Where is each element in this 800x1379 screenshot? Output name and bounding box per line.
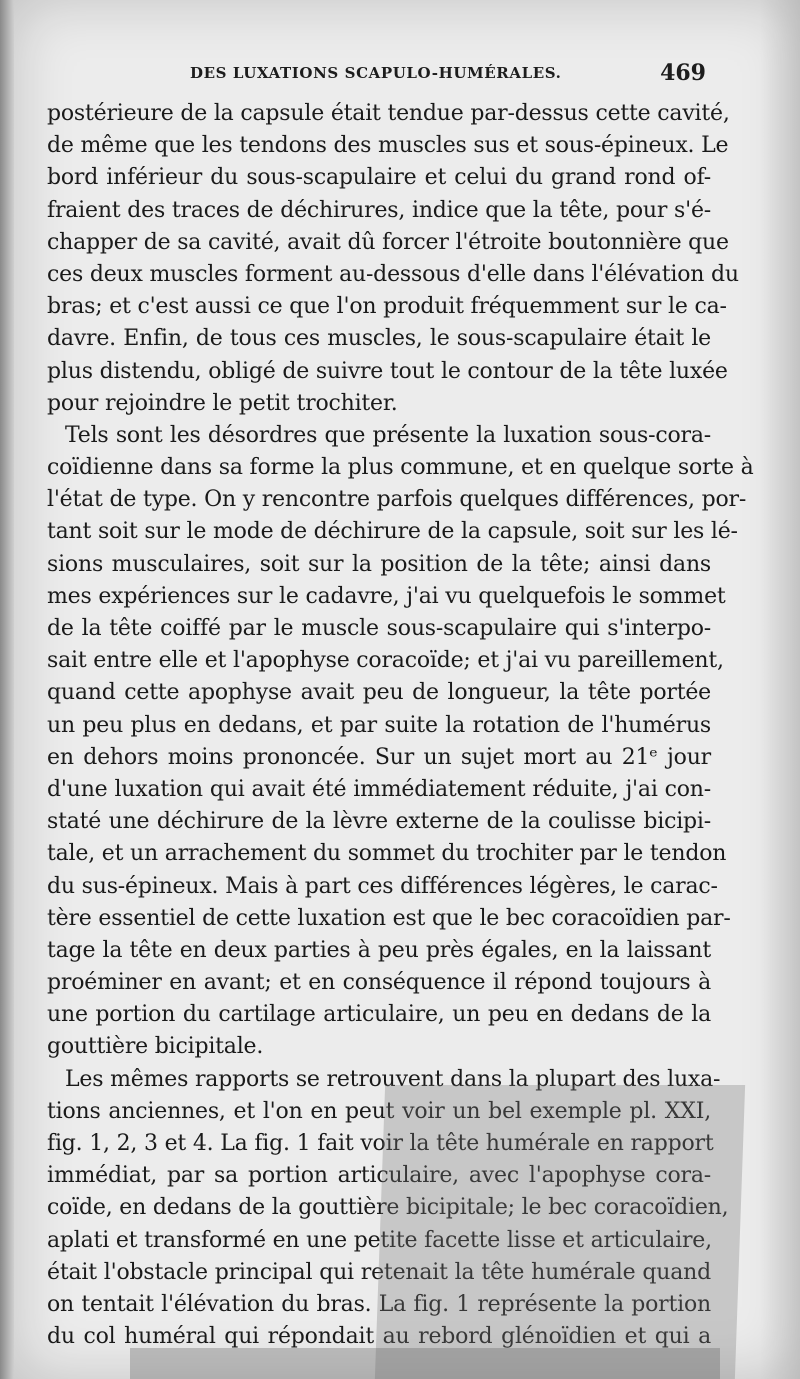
text-line: de même que les tendons des muscles sus et sous-épineux. Le: [47, 133, 729, 159]
text-line: ces deux muscles forment au-dessous d'elle dans l'élévation du: [47, 261, 739, 287]
page-number: 469: [660, 60, 706, 86]
text-line: chapper de sa cavité, avait dû forcer l'étroite boutonnière que: [47, 229, 729, 255]
text-line: tale, et un arrachement du sommet du trochiter par le tendon: [47, 841, 727, 867]
text-line: de la tête coiffé par le muscle sous-scapulaire qui s'interpo-: [47, 616, 711, 641]
text-line: bras; et c'est aussi ce que l'on produit fréquemment sur le ca-: [47, 294, 727, 320]
text-line: quand cette apophyse avait peu de longueur, la tête portée: [47, 680, 711, 706]
text-line: un peu plus en dedans, et par suite la rotation de l'humérus: [47, 712, 711, 738]
page-edge-shading: [760, 0, 800, 1379]
text-line: aplati et transformé en une petite facette lisse et articulaire,: [47, 1227, 712, 1253]
page-gutter-shadow: [0, 0, 14, 1379]
text-line: d'une luxation qui avait été immédiatement réduite, j'ai con-: [47, 776, 711, 802]
text-line: postérieure de la capsule était tendue par-dessus cette cavité,: [47, 101, 730, 126]
text-line: proéminer en avant; et en conséquence il répond toujours à: [47, 970, 711, 996]
text-line: une portion du cartilage articulaire, un peu en dedans de la: [47, 1002, 711, 1028]
text-line: Tels sont les désordres que présente la luxation sous-cora-: [65, 422, 711, 448]
text-line: Les mêmes rapports se retrouvent dans la plupart des luxa-: [65, 1066, 721, 1092]
text-line: sait entre elle et l'apophyse coracoïde; et j'ai vu pareillement,: [47, 648, 724, 674]
text-line: on tentait l'élévation du bras. La fig. 1 représente la portion: [47, 1291, 711, 1317]
text-line: staté une déchirure de la lèvre externe de la coulisse bicipi-: [47, 809, 711, 835]
text-line: sions musculaires, soit sur la position de la tête; ainsi dans: [47, 551, 711, 577]
text-line: coïdienne dans sa forme la plus commune, et en quelque sorte à: [47, 455, 754, 481]
text-line: du sus-épineux. Mais à part ces différences légères, le carac-: [47, 873, 718, 899]
text-line: fig. 1, 2, 3 et 4. La fig. 1 fait voir la tête humérale en rapport: [47, 1131, 714, 1156]
running-title: DES LUXATIONS SCAPULO-HUMÉRALES.: [190, 64, 562, 82]
text-line: gouttière bicipitale.: [47, 1034, 264, 1060]
text-line: mes expériences sur le cadavre, j'ai vu quelquefois le sommet: [47, 583, 726, 609]
text-line: tant soit sur le mode de déchirure de la capsule, soit sur les lé-: [47, 519, 738, 545]
paper-stain-bottom: [130, 1348, 720, 1379]
paper-stain: [375, 1085, 745, 1379]
text-line: tère essentiel de cette luxation est que le bec coracoïdien par-: [47, 905, 731, 931]
text-line: fraient des traces de déchirures, indice que la tête, pour s'é-: [47, 197, 711, 223]
text-line: en dehors moins prononcée. Sur un sujet mort au 21ᵉ jour: [47, 744, 711, 770]
text-line: plus distendu, obligé de suivre tout le contour de la tête luxée: [47, 358, 728, 384]
text-line: bord inférieur du sous-scapulaire et celui du grand rond of-: [47, 165, 711, 191]
text-line: coïde, en dedans de la gouttière bicipitale; le bec coracoïdien,: [47, 1195, 729, 1221]
text-line: tions anciennes, et l'on en peut voir un bel exemple pl. XXI,: [47, 1098, 711, 1124]
page-header: [190, 60, 710, 90]
text-line: l'état de type. On y rencontre parfois quelques différences, por-: [47, 487, 747, 513]
text-line: du col huméral qui répondait au rebord glénoïdien et qui a: [47, 1324, 711, 1350]
text-line: tage la tête en deux parties à peu près égales, en la laissant: [47, 937, 711, 963]
text-line: était l'obstacle principal qui retenait la tête humérale quand: [47, 1259, 711, 1285]
text-line: pour rejoindre le petit trochiter.: [47, 390, 398, 416]
text-line: immédiat, par sa portion articulaire, avec l'apophyse cora-: [47, 1163, 711, 1189]
text-line: davre. Enfin, de tous ces muscles, le sous-scapulaire était le: [47, 326, 711, 352]
